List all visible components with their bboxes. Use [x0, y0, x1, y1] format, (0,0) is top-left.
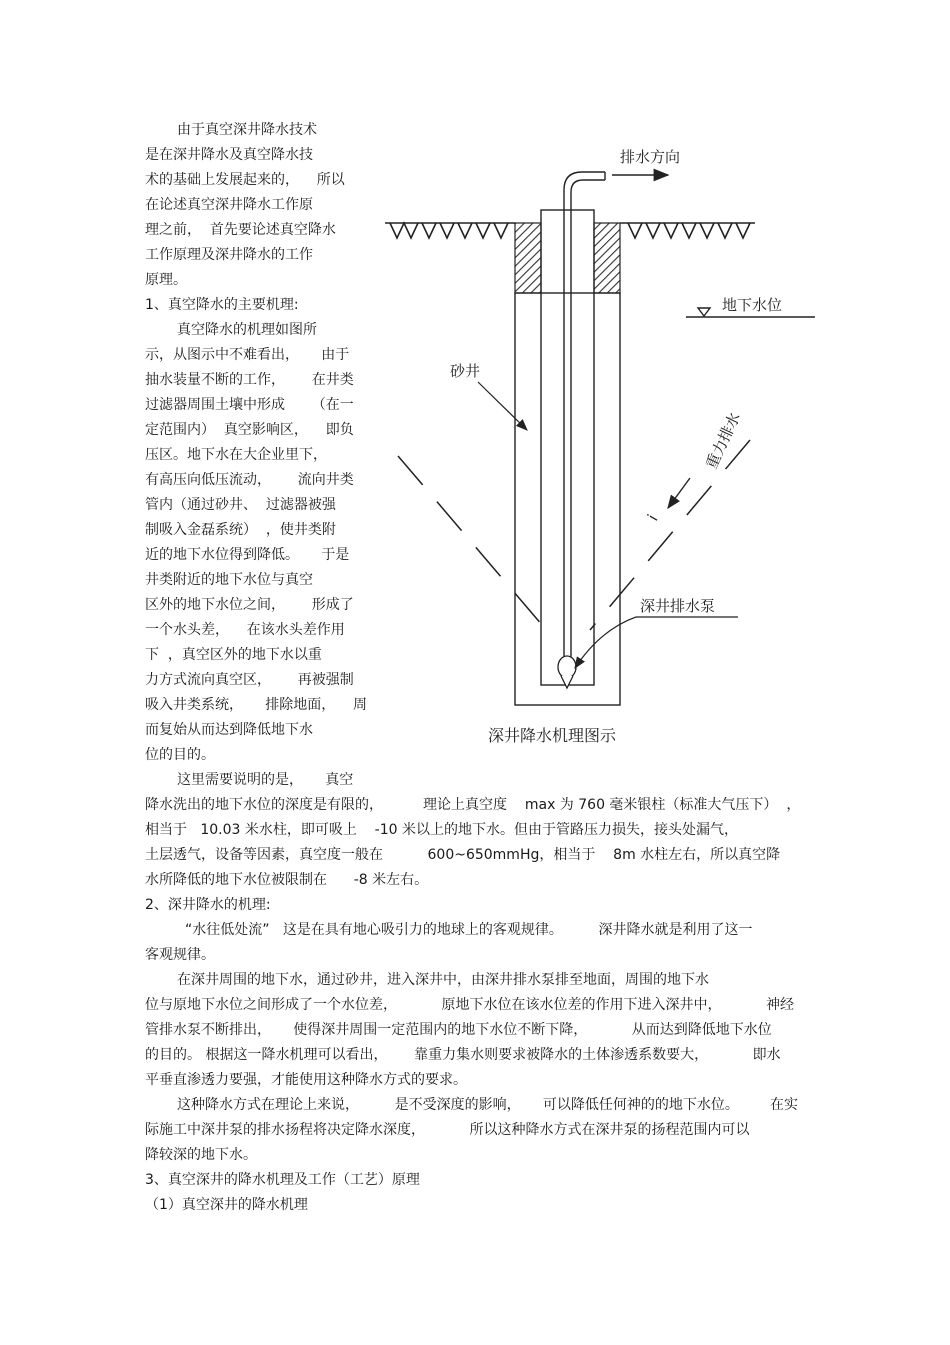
gravity-drain-arrow [668, 478, 690, 508]
figure-caption: 深井降水机理图示 [488, 726, 617, 745]
text-line: 术的基础上发展起来的， 所以 [145, 172, 345, 188]
text-line: 在深井周围的地下水，通过砂井，进入深井中，由深井排水泵排至地面，周围的地下水 [177, 972, 709, 988]
pump-label: 深井排水泵 [640, 597, 716, 615]
text-line: 理之前， 首先要论述真空降水 [145, 222, 336, 238]
text-line: 定范围内） 真空影响区， 即负 [145, 422, 354, 438]
text-line: 压区。地下水在大企业里下， [145, 447, 327, 463]
text-line: 过滤器周围土壤中形成 （在一 [145, 397, 354, 413]
text-line: 而复始从而达到降低地下水 [145, 722, 313, 738]
text-line: 下 ，真空区外的地下水以重 [145, 647, 322, 663]
text-line: 抽水装量不断的工作， 在井类 [145, 372, 354, 388]
text-line: 力方式流向真空区， 再被强制 [145, 672, 354, 688]
sand-well [515, 293, 620, 705]
text-line: 在论述真空深井降水工作原 [145, 197, 313, 213]
pump-icon [558, 656, 576, 688]
text-line: 相当于 10.03 米水柱，即可吸上 -10 米以上的地下水。但由于管路压力损失，接头处漏气， [145, 822, 738, 838]
section-heading: 3、真空深井的降水机理及工作（工艺）原理 [145, 1172, 420, 1188]
clay-seal-right [594, 223, 620, 293]
section-heading: 1、真空降水的主要机理: [145, 297, 299, 313]
gravity-drain-label: 重力排水 [702, 409, 744, 472]
text-line: 这种降水方式在理论上来说， 是不受深度的影响， 可以降低任何神的的地下水位。 在实 [177, 1097, 799, 1113]
text-line: 降较深的地下水。 [145, 1147, 257, 1163]
text-line: 管排水泵不断排出， 使得深井周围一定范围内的地下水位不断下降， 从而达到降低地下水位 [145, 1022, 772, 1038]
text-line: 近的地下水位得到降低。 于是 [145, 547, 350, 563]
clay-seal-left [515, 223, 541, 293]
text-line: 示，从图示中不难看出， 由于 [145, 347, 350, 363]
text-line: 管内（通过砂井、 过滤器被强 [145, 497, 336, 513]
water-table-label: 地下水位 [722, 296, 783, 314]
text-line: 由于真空深井降水技术 [177, 122, 317, 138]
text-line: 平垂直渗透力要强，才能使用这种降水方式的要求。 [145, 1072, 467, 1088]
text-line: 位与原地下水位之间形成了一个水位差， 原地下水位在该水位差的作用下进入深井中， 神经 [145, 997, 795, 1013]
text-line: 区外的地下水位之间， 形成了 [145, 597, 354, 613]
text-line: 原理。 [145, 272, 187, 288]
text-line: 位的目的。 [145, 747, 215, 763]
text-line: 有高压向低压流动， 流向井类 [145, 472, 354, 488]
text-line: 真空降水的机理如图所 [177, 322, 317, 338]
text-line: 际施工中深井泵的排水扬程将决定降水深度， 所以这种降水方式在深井泵的扬程范围内可以 [145, 1122, 750, 1138]
ground-surface [385, 223, 755, 238]
well-casing [541, 210, 594, 685]
text-line: 土层透气，设备等因素，真空度一般在 600~650mmHg，相当于 8m 水柱左右，所以真空降 [145, 847, 781, 863]
sand-well-label: 砂井 [450, 362, 481, 380]
section-heading: 2、深井降水的机理: [145, 897, 271, 913]
sand-well-leader [478, 382, 527, 430]
text-line: “水往低处流” 这是在具有地心吸引力的地球上的客观规律。 深井降水就是利用了这一 [185, 922, 753, 938]
pump-leader [575, 617, 636, 668]
text-line: 降水洗出的地下水位的深度是有限的， 理论上真空度 max 为 760 毫米银柱（标准大气压下） ， [145, 797, 801, 813]
subsection-heading: （1）真空深井的降水机理 [145, 1197, 308, 1213]
text-line: 制吸入金磊系统） ，使井类附 [145, 522, 336, 538]
text-line: 吸入井类系统， 排除地面， 周 [145, 697, 368, 713]
text-line: 这里需要说明的是， 真空 [177, 772, 354, 788]
text-line: 水所降低的地下水位被限制在 -8 米左右。 [145, 872, 429, 888]
discharge-direction-label: 排水方向 [620, 148, 681, 166]
text-line: 的目的。 根据这一降水机理可以看出， 靠重力集水则要求被降水的土体渗透系数要大， 即水 [145, 1047, 781, 1063]
text-line: 工作原理及深井降水的工作 [145, 247, 313, 263]
text-line: 是在深井降水及真空降水技 [145, 147, 313, 163]
gradient-i-label: i [643, 511, 662, 524]
text-line: 井类附近的地下水位与真空 [145, 572, 313, 588]
text-line: 一个水头差， 在该水头差作用 [145, 622, 345, 638]
text-line: 客观规律。 [145, 947, 215, 963]
